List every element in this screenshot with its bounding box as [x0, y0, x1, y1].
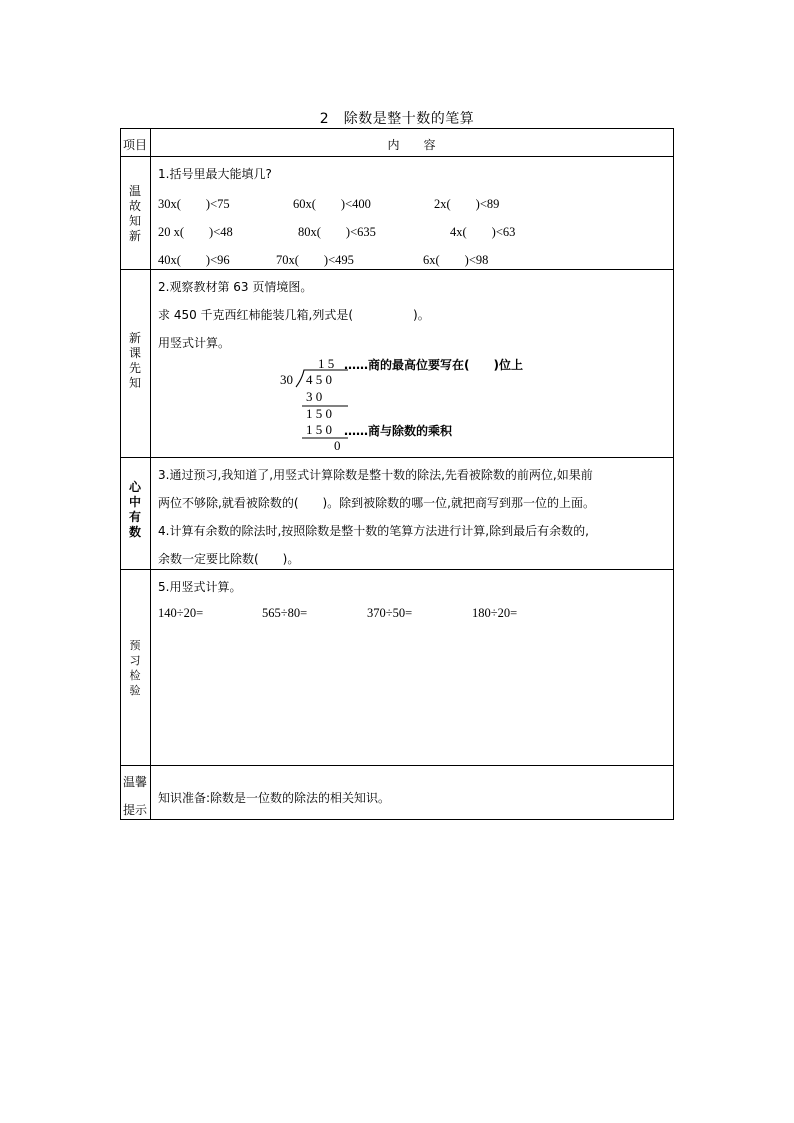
table-border-bottom	[120, 819, 674, 820]
label-preview: 新课先知	[128, 331, 141, 390]
page-title: 2 除数是整十数的笔算	[319, 111, 475, 127]
column-divider	[150, 128, 151, 820]
review-item: 30x( )<75	[158, 197, 230, 211]
mind-line: 4.计算有余数的除法时,按照除数是整十数的笔算方法进行计算,除到最后有余数的,	[158, 524, 589, 538]
division-note-quotient: ……商的最高位要写在( )位上	[344, 358, 523, 372]
review-item: 70x( )<495	[276, 253, 354, 267]
row-divider	[120, 156, 674, 157]
header-content: 内 容	[387, 138, 436, 152]
preview-question: 求 450 千克西红柿能装几箱,列式是( )。	[158, 308, 430, 322]
label-mind: 心中有数	[128, 480, 141, 539]
table-border-top	[120, 128, 674, 129]
row-divider	[120, 269, 674, 270]
review-item: 2x( )<89	[434, 197, 500, 211]
division-quotient: 1 5	[318, 356, 335, 371]
table-border-right	[673, 128, 674, 820]
check-item: 370÷50=	[367, 606, 413, 620]
division-rule	[302, 437, 362, 441]
division-note-product: ……商与除数的乘积	[344, 424, 453, 438]
check-heading: 5.用竖式计算。	[158, 580, 242, 594]
review-item: 20 x( )<48	[158, 225, 233, 239]
division-remainder: 0	[334, 438, 341, 453]
check-item: 140÷20=	[158, 606, 204, 620]
review-heading: 1.括号里最大能填几?	[158, 167, 272, 181]
mind-line: 余数一定要比除数( )。	[158, 552, 300, 566]
header-project: 项目	[122, 138, 147, 152]
division-divisor: 30	[280, 372, 293, 387]
label-tip-line1: 温馨	[122, 775, 147, 789]
row-divider	[120, 765, 674, 766]
division-step: 3 0	[306, 389, 323, 404]
division-step: 1 5 0	[306, 406, 332, 421]
mind-line: 3.通过预习,我知道了,用竖式计算除数是整十数的除法,先看被除数的前两位,如果前	[158, 468, 593, 482]
review-item: 60x( )<400	[293, 197, 371, 211]
row-divider	[120, 457, 674, 458]
check-item: 180÷20=	[472, 606, 518, 620]
row-divider	[120, 569, 674, 570]
preview-heading: 2.观察教材第 63 页情境图。	[158, 280, 313, 294]
label-review: 温故知新	[128, 184, 141, 243]
preview-instruction: 用竖式计算。	[158, 336, 231, 350]
review-item: 6x( )<98	[423, 253, 489, 267]
division-dividend: 4 5 0	[306, 372, 332, 387]
division-step: 1 5 0	[306, 422, 332, 437]
mind-line: 两位不够除,就看被除数的( )。除到被除数的哪一位,就把商写到那一位的上面。	[158, 496, 595, 510]
label-tip-line2: 提示	[122, 803, 147, 817]
review-item: 4x( )<63	[450, 225, 516, 239]
worksheet-table	[120, 128, 674, 820]
tip-text: 知识准备:除数是一位数的除法的相关知识。	[158, 791, 391, 805]
check-item: 565÷80=	[262, 606, 308, 620]
review-item: 80x( )<635	[298, 225, 376, 239]
label-check: 预习检验	[129, 639, 141, 697]
review-item: 40x( )<96	[158, 253, 230, 267]
